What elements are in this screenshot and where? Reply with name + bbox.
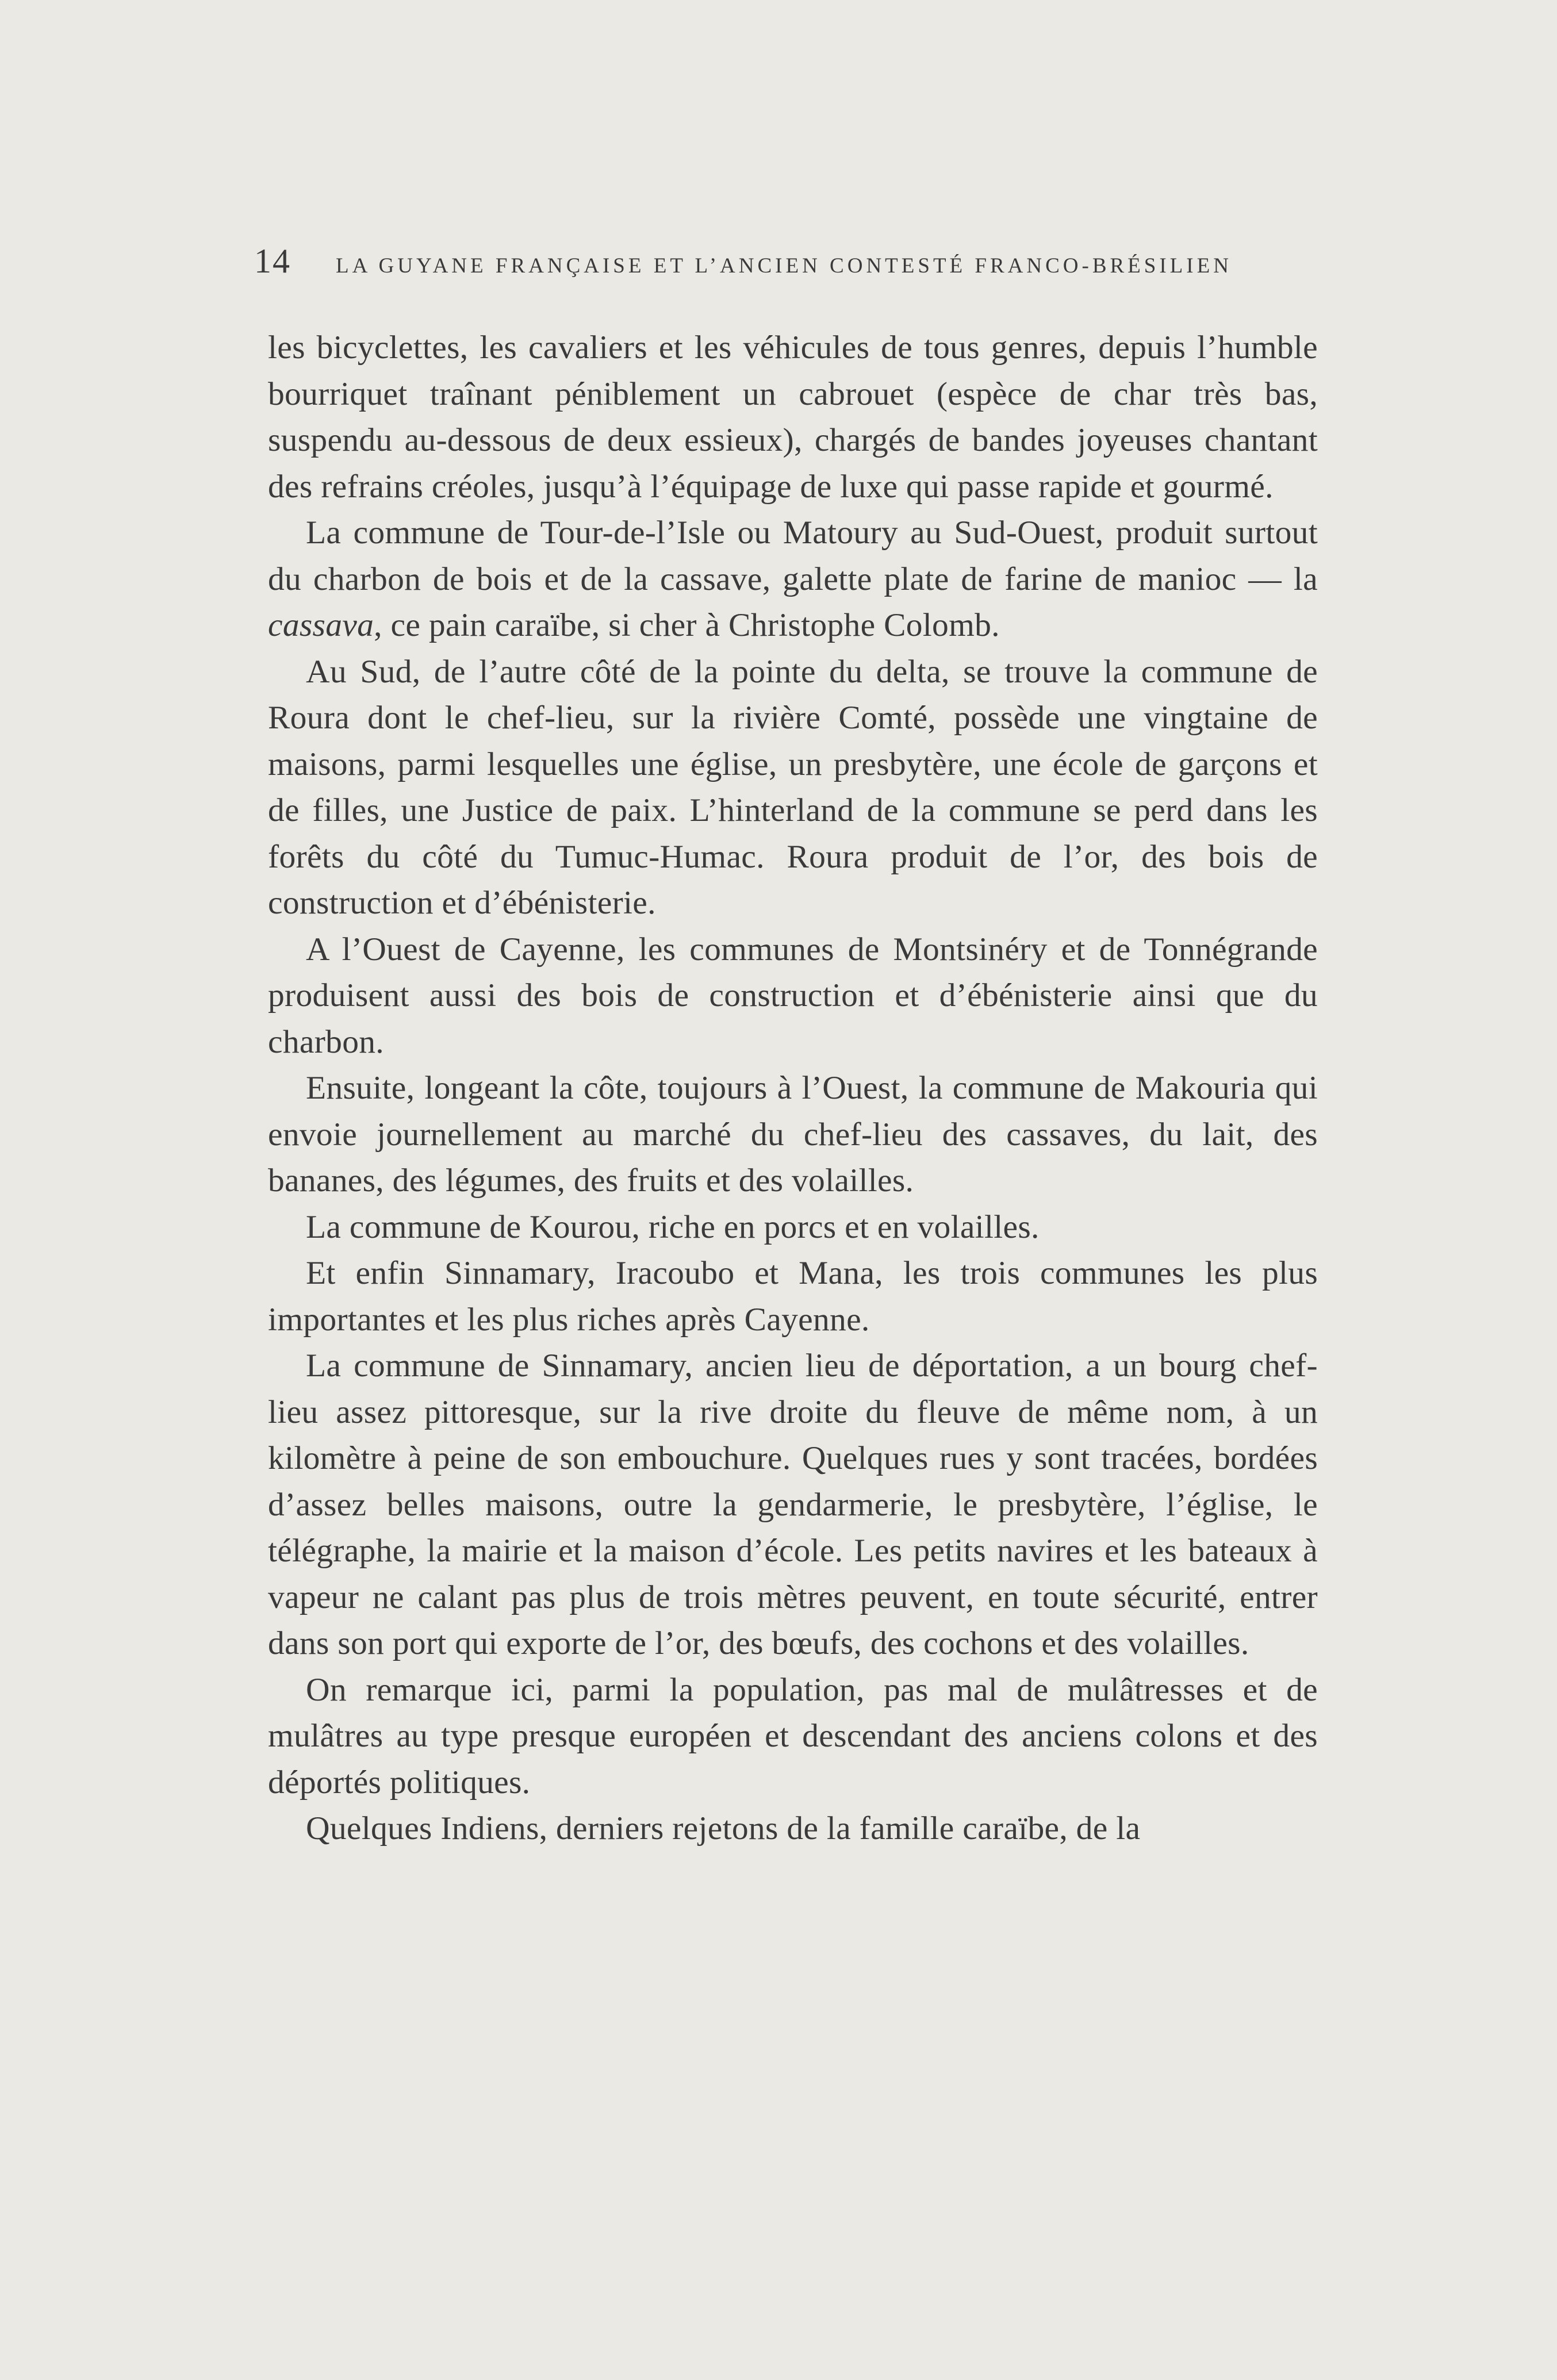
paragraph-roura: Au Sud, de l’autre côté de la pointe du delta, se trouve la commune de Roura dont le chef-lieu, sur la rivière Comté, possède une vingtaine de maisons, parmi lesquelles une église, un presbytère, une école de garçons et de filles, une Justice de paix. L’hinterland de la commune se perd dans les forêts du côté du Tumuc-Humac. Roura produit de l’or, des bois de construction et d’ébénisterie. [268, 653, 1318, 921]
page-number: 14 [254, 242, 291, 280]
paragraph-indiens: Quelques Indiens, derniers rejetons de la famille caraïbe, de la [306, 1810, 1141, 1847]
paragraph-sinnamary: La commune de Sinnamary, ancien lieu de déportation, a un bourg chef-lieu assez pittoresque, sur la rive droite du fleuve de même nom, à un kilomètre à peine de son embouchure. Quelques rues y sont tracées, bordées d’assez belles maisons, outre la gendarmerie, le presbytère, l’église, le télégraphe, la mairie et la maison d’école. Les petits navires et les bateaux à vapeur ne calant pas plus de trois mètres peuvent, en toute sécurité, entrer dans son port qui exporte de l’or, des bœufs, des cochons et des volailles. [268, 1348, 1318, 1661]
paragraph-makouria: Ensuite, longeant la côte, toujours à l’Ouest, la commune de Makouria qui envoie journellement au marché du chef-lieu des cassaves, du lait, des bananes, des légumes, des fruits et des volailles. [268, 1070, 1318, 1199]
italic-term: cassava [268, 607, 374, 643]
paragraph-continuation: les bicyclettes, les cavaliers et les véhicules de tous genres, depuis l’humble bourriquet traînant péniblement un cabrouet (espèce de char très bas, suspendu au-dessous de deux essieux), chargés de bandes joyeuses chantant des refrains créoles, jusqu’à l’équipage de luxe qui passe rapide et gourmé. [268, 329, 1318, 505]
paragraph-sinnamary-intro: Et enfin Sinnamary, Iracoubo et Mana, les trois communes les plus importantes et les plus riches après Cayenne. [268, 1255, 1318, 1338]
paragraph-population: On remarque ici, parmi la population, pas mal de mulâtresses et de mulâtres au type presque européen et descendant des anciens colons et des déportés politiques. [268, 1671, 1318, 1801]
paragraph-montsinery: A l’Ouest de Cayenne, les communes de Montsinéry et de Tonnégrande produisent aussi des bois de construction et d’ébénisterie ainsi que du charbon. [268, 931, 1318, 1060]
running-title: LA GUYANE FRANÇAISE ET L’ANCIEN CONTESTÉ FRANCO-BRÉSILIEN [336, 254, 1232, 278]
paragraph-text: La commune de Tour-de-l’Isle ou Matoury au Sud-Ouest, produit surtout du charbon de bois et de la cassave, galette plate de farine de manioc — la [268, 515, 1318, 597]
paragraph-tour-de-lisle [268, 510, 1318, 649]
body-text [268, 325, 1318, 1852]
paragraph-kourou: La commune de Kourou, riche en porcs et en volailles. [306, 1208, 1040, 1245]
page-header [254, 241, 1318, 287]
paragraph-text: , ce pain caraïbe, si cher à Christophe Colomb. [374, 607, 1000, 643]
